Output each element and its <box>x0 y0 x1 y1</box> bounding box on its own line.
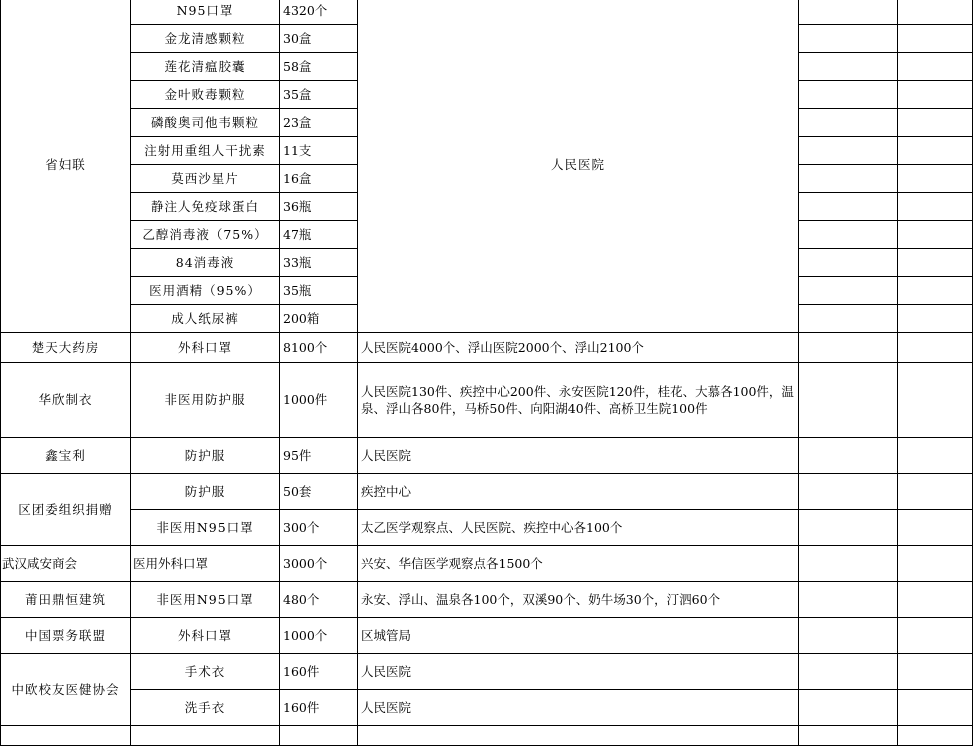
qty-cell[interactable]: 23盒 <box>280 109 358 137</box>
table-row <box>1 546 973 582</box>
empty-cell[interactable] <box>799 53 898 81</box>
empty-cell[interactable] <box>898 25 973 53</box>
table-row <box>1 618 973 654</box>
table-row <box>1 474 973 510</box>
empty-cell[interactable] <box>799 618 898 654</box>
donor-cell[interactable]: 鑫宝利 <box>1 438 131 474</box>
qty-cell[interactable]: 160件 <box>280 690 358 726</box>
table-row <box>1 510 973 546</box>
empty-cell[interactable] <box>799 363 898 438</box>
empty-cell[interactable] <box>898 305 973 333</box>
empty-cell[interactable] <box>898 137 973 165</box>
empty-cell[interactable] <box>898 654 973 690</box>
qty-cell[interactable]: 95件 <box>280 438 358 474</box>
table-row <box>1 333 973 363</box>
empty-cell[interactable] <box>358 726 799 746</box>
empty-cell[interactable] <box>799 165 898 193</box>
table-row <box>1 0 973 25</box>
item-cell[interactable]: 医用外科口罩 <box>131 546 280 582</box>
item-cell[interactable]: 磷酸奥司他韦颗粒 <box>131 109 280 137</box>
empty-cell[interactable] <box>898 363 973 438</box>
empty-cell[interactable] <box>898 221 973 249</box>
recipient-cell[interactable]: 太乙医学观察点、人民医院、疾控中心各100个 <box>358 510 799 546</box>
empty-cell[interactable] <box>799 474 898 510</box>
recipient-cell[interactable]: 人民医院 <box>358 438 799 474</box>
empty-cell[interactable] <box>799 193 898 221</box>
item-cell[interactable]: 莫西沙星片 <box>131 165 280 193</box>
qty-cell[interactable]: 30盒 <box>280 25 358 53</box>
item-cell[interactable]: 洗手衣 <box>131 690 280 726</box>
donor-cell[interactable]: 楚天大药房 <box>1 333 131 363</box>
empty-cell[interactable] <box>799 582 898 618</box>
empty-cell[interactable] <box>799 137 898 165</box>
donor-cell[interactable]: 中欧校友医健协会 <box>1 654 131 726</box>
item-cell[interactable]: 防护服 <box>131 474 280 510</box>
item-cell[interactable]: 金叶败毒颗粒 <box>131 81 280 109</box>
item-cell[interactable]: 84消毒液 <box>131 249 280 277</box>
empty-cell[interactable] <box>898 510 973 546</box>
qty-cell[interactable]: 1000件 <box>280 363 358 438</box>
recipient-cell[interactable]: 疾控中心 <box>358 474 799 510</box>
donor-cell[interactable]: 中国票务联盟 <box>1 618 131 654</box>
empty-cell[interactable] <box>898 690 973 726</box>
empty-cell[interactable] <box>799 25 898 53</box>
empty-cell[interactable] <box>898 438 973 474</box>
donor-cell[interactable]: 省妇联 <box>1 0 131 333</box>
empty-cell[interactable] <box>1 726 131 746</box>
item-cell[interactable]: 静注人免疫球蛋白 <box>131 193 280 221</box>
empty-cell[interactable] <box>898 193 973 221</box>
item-cell[interactable]: 外科口罩 <box>131 618 280 654</box>
empty-cell[interactable] <box>799 109 898 137</box>
item-cell[interactable]: N95口罩 <box>131 0 280 25</box>
recipient-cell[interactable]: 永安、浮山、温泉各100个，双溪90个、奶牛场30个，汀泗60个 <box>358 582 799 618</box>
qty-cell[interactable]: 58盒 <box>280 53 358 81</box>
qty-cell[interactable]: 36瓶 <box>280 193 358 221</box>
empty-cell[interactable] <box>898 618 973 654</box>
qty-cell[interactable]: 50套 <box>280 474 358 510</box>
qty-cell[interactable]: 8100个 <box>280 333 358 363</box>
qty-cell[interactable]: 33瓶 <box>280 249 358 277</box>
empty-cell[interactable] <box>898 0 973 25</box>
donor-cell[interactable]: 武汉咸安商会 <box>1 546 131 582</box>
qty-cell[interactable]: 47瓶 <box>280 221 358 249</box>
donor-cell[interactable]: 莆田鼎恒建筑 <box>1 582 131 618</box>
qty-cell[interactable]: 35瓶 <box>280 277 358 305</box>
recipient-cell[interactable]: 兴安、华信医学观察点各1500个 <box>358 546 799 582</box>
qty-cell[interactable]: 16盒 <box>280 165 358 193</box>
empty-cell[interactable] <box>898 546 973 582</box>
empty-cell[interactable] <box>799 81 898 109</box>
empty-cell[interactable] <box>799 333 898 363</box>
qty-cell[interactable]: 4320个 <box>280 0 358 25</box>
item-cell[interactable]: 防护服 <box>131 438 280 474</box>
empty-cell[interactable] <box>280 726 358 746</box>
empty-cell[interactable] <box>898 582 973 618</box>
recipient-cell[interactable]: 人民医院130件、疾控中心200件、永安医院120件，桂花、大慕各100件，温泉、浮山各80件，马桥50件、向阳湖40件、高桥卫生院100件 <box>358 363 799 438</box>
qty-cell[interactable]: 160件 <box>280 654 358 690</box>
item-cell[interactable]: 成人纸尿裤 <box>131 305 280 333</box>
item-cell[interactable]: 金龙清感颗粒 <box>131 25 280 53</box>
empty-cell[interactable] <box>898 53 973 81</box>
qty-cell[interactable]: 35盒 <box>280 81 358 109</box>
item-cell[interactable]: 非医用N95口罩 <box>131 510 280 546</box>
table-row <box>1 582 973 618</box>
empty-cell[interactable] <box>799 277 898 305</box>
empty-cell[interactable] <box>799 249 898 277</box>
empty-cell[interactable] <box>799 305 898 333</box>
empty-cell[interactable] <box>799 726 898 746</box>
donor-cell[interactable]: 区团委组织捐赠 <box>1 474 131 546</box>
item-cell[interactable]: 非医用防护服 <box>131 363 280 438</box>
empty-cell[interactable] <box>799 654 898 690</box>
recipient-cell[interactable]: 人民医院 <box>358 654 799 690</box>
empty-cell[interactable] <box>898 109 973 137</box>
empty-cell[interactable] <box>898 333 973 363</box>
qty-cell[interactable]: 1000个 <box>280 618 358 654</box>
empty-cell[interactable] <box>799 510 898 546</box>
item-cell[interactable]: 手术衣 <box>131 654 280 690</box>
qty-cell[interactable]: 300个 <box>280 510 358 546</box>
item-cell[interactable]: 医用酒精（95%） <box>131 277 280 305</box>
item-cell[interactable]: 外科口罩 <box>131 333 280 363</box>
empty-cell[interactable] <box>898 726 973 746</box>
empty-cell[interactable] <box>799 0 898 25</box>
empty-cell[interactable] <box>898 277 973 305</box>
recipient-cell[interactable]: 人民医院 <box>358 0 799 333</box>
empty-cell[interactable] <box>898 249 973 277</box>
empty-cell[interactable] <box>799 221 898 249</box>
empty-cell[interactable] <box>799 438 898 474</box>
qty-cell[interactable]: 200箱 <box>280 305 358 333</box>
empty-cell[interactable] <box>799 690 898 726</box>
item-cell[interactable]: 莲花清瘟胶囊 <box>131 53 280 81</box>
item-cell[interactable]: 乙醇消毒液（75%） <box>131 221 280 249</box>
table-row <box>1 690 973 726</box>
empty-cell[interactable] <box>799 546 898 582</box>
qty-cell[interactable]: 11支 <box>280 137 358 165</box>
table-row <box>1 654 973 690</box>
table-row <box>1 363 973 438</box>
empty-cell[interactable] <box>898 474 973 510</box>
donor-cell[interactable]: 华欣制衣 <box>1 363 131 438</box>
item-cell[interactable]: 非医用N95口罩 <box>131 582 280 618</box>
recipient-cell[interactable]: 区城管局 <box>358 618 799 654</box>
recipient-cell[interactable]: 人民医院4000个、浮山医院2000个、浮山2100个 <box>358 333 799 363</box>
empty-cell[interactable] <box>131 726 280 746</box>
qty-cell[interactable]: 3000个 <box>280 546 358 582</box>
item-cell[interactable]: 注射用重组人干扰素 <box>131 137 280 165</box>
table-row <box>1 438 973 474</box>
table-row <box>1 726 973 746</box>
empty-cell[interactable] <box>898 81 973 109</box>
recipient-cell[interactable]: 人民医院 <box>358 690 799 726</box>
qty-cell[interactable]: 480个 <box>280 582 358 618</box>
empty-cell[interactable] <box>898 165 973 193</box>
